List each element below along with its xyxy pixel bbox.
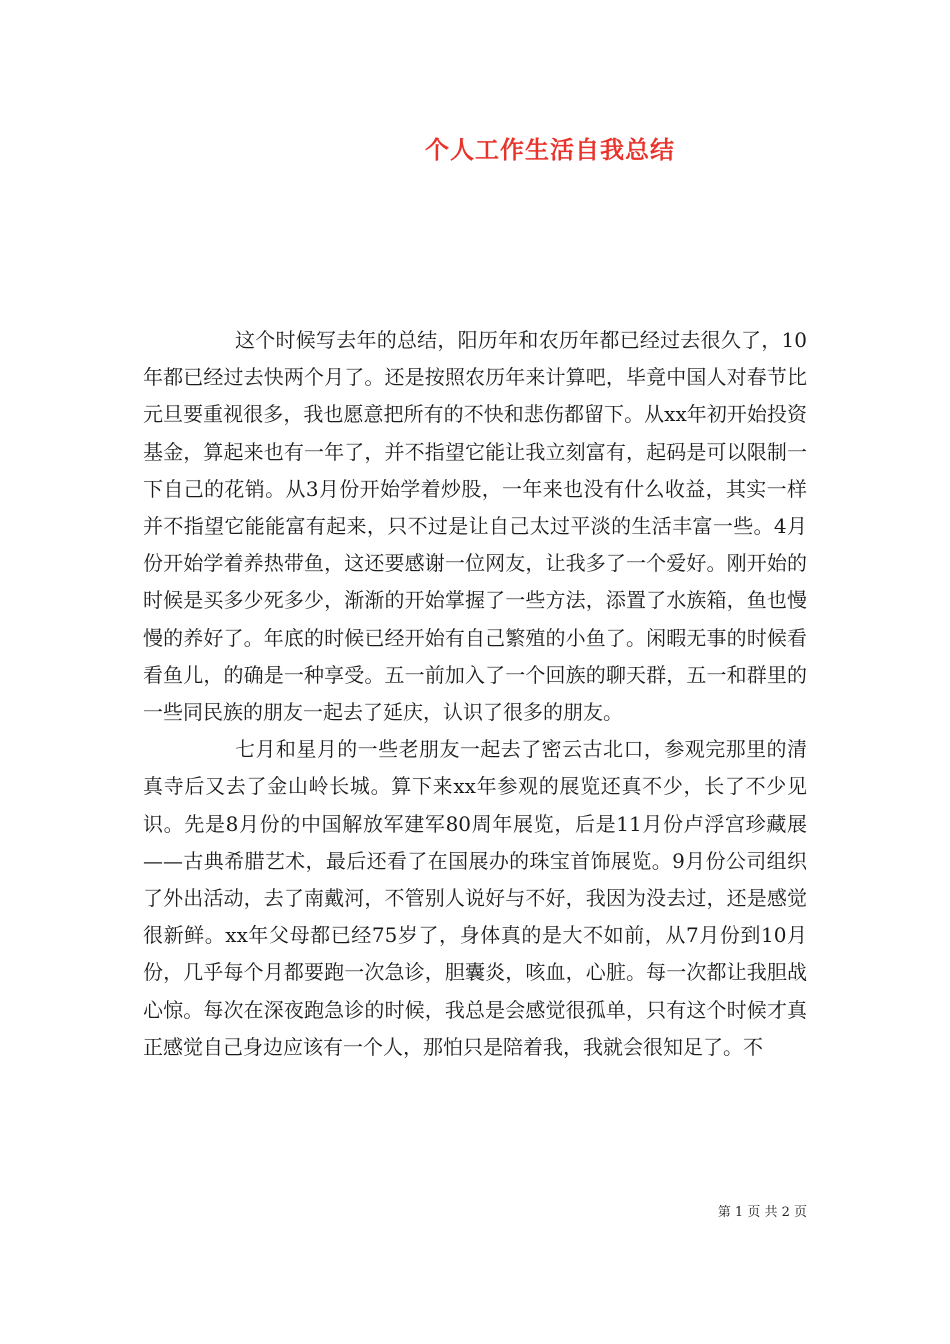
paragraph-1: 这个时候写去年的总结，阳历年和农历年都已经过去很久了，10年都已经过去快两个月了。还是按照农历年来计算吧，毕竟中国人对春节比元旦要重视很多，我也愿意把所有的不快和悲伤都留下。从xx年初开始投资基金，算起来也有一年了，并不指望它能让我立刻富有，起码是可以限制一下自己的花销。从3月份开始学着炒股，一年来也没有什么收益，其实一样并不指望它能能富有起来，只不过是让自己太过平淡的生活丰富一些。4月份开始学着养热带鱼，这还要感谢一位网友，让我多了一个爱好。刚开始的时候是买多少死多少，渐渐的开始掌握了一些方法，添置了水族箱，鱼也慢慢的养好了。年底的时候已经开始有自己繁殖的小鱼了。闲暇无事的时候看看鱼儿，的确是一种享受。五一前加入了一个回族的聊天群，五一和群里的一些同民族的朋友一起去了延庆，认识了很多的朋友。: [143, 328, 807, 725]
document-title: 个人工作生活自我总结: [425, 135, 675, 164]
page-number-footer: 第 1 页 共 2 页: [717, 1205, 807, 1220]
paragraph-2: 七月和星月的一些老朋友一起去了密云古北口，参观完那里的清真寺后又去了金山岭长城。算下来xx年参观的展览还真不少，长了不少见识。先是8月份的中国解放军建军80周年展览，后是11月份卢浮宫珍藏展——古典希腊艺术，最后还看了在国展办的珠宝首饰展览。9月份公司组织了外出活动，去了南戴河，不管别人说好与不好，我因为没去过，还是感觉很新鲜。xx年父母都已经75岁了，身体真的是大不如前，从7月份到10月份，几乎每个月都要跑一次急诊，胆囊炎，咳血，心脏。每一次都让我胆战心惊。每次在深夜跑急诊的时候，我总是会感觉很孤单，只有这个时候才真正感觉自己身边应该有一个人，那怕只是陪着我，我就会很知足了。不: [143, 737, 807, 1059]
document-body: [143, 322, 807, 1066]
